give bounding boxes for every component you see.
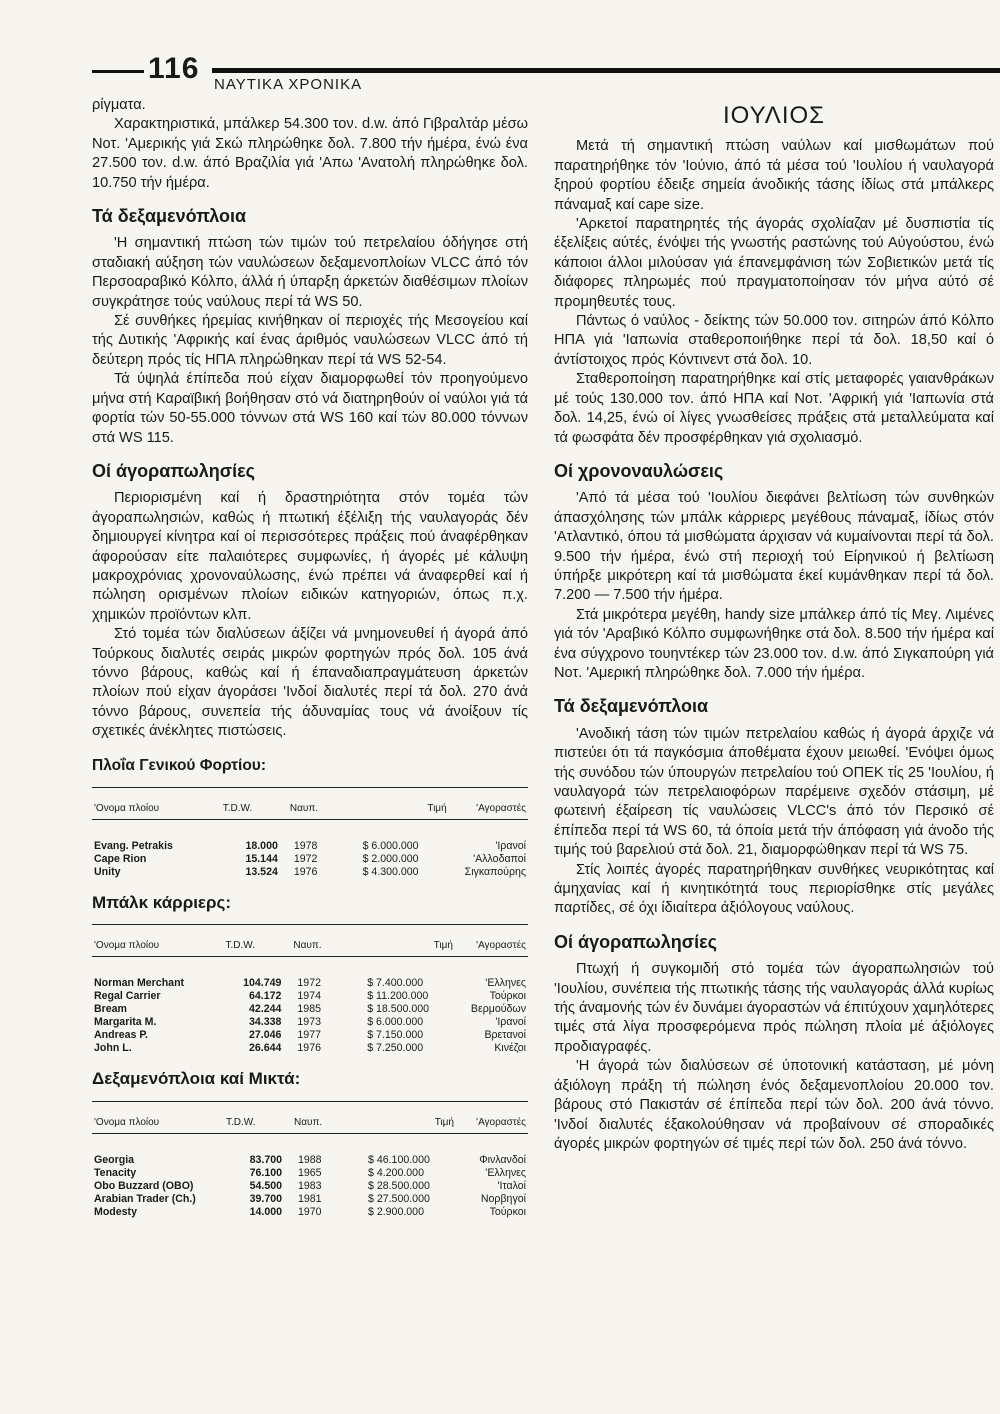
cell-name: Regal Carrier xyxy=(94,990,161,1003)
heading-time-charters: Οί χρονοναυλώσεις xyxy=(554,460,724,481)
table-row xyxy=(92,820,528,854)
cell-tdw: 83.700 xyxy=(249,1153,282,1166)
tankers-right-paragraph-2: Στίς λοιπές άγορές παρατηρήθηκαν συνθήκες νευρικότητας καί άμηχανίας καί ή κινητικότητά τους περιορίσθηκε στίς μεγάλες παρτίδες, σέ όχι ίδιαίτερα άξιόλογους ναύλους. xyxy=(554,861,994,917)
col-tdw: T.D.W. xyxy=(224,1101,292,1133)
table-row xyxy=(92,1180,528,1193)
table-title-bulk: Μπάλκ κάρριερς: xyxy=(92,893,232,912)
intro-paragraph: Χαρακτηριστικά, μπάλκερ 54.300 τον. d.w. άπό Γιβραλτάρ μέσω Νοτ. 'Αμερικής γιά Σκώ πληρώθηκε δολ. 7.800 τήν ήμέρα, ένώ ένα 27.500 τον. d.w. άπό Βραζιλία γιά 'Απω 'Ανατολή πληρώθηκε δολ. 10.750 τήν ήμέρα. xyxy=(92,116,528,191)
table-header-row xyxy=(92,1101,528,1133)
col-tdw: T.D.W. xyxy=(221,788,288,820)
cell-price: $ 7.150.000 xyxy=(367,1029,424,1042)
cell-year: 1983 xyxy=(298,1179,322,1192)
table-row xyxy=(92,1193,528,1206)
month-heading: ΙΟΥΛΙΟΣ xyxy=(723,102,825,129)
col-tdw: T.D.W. xyxy=(224,925,292,957)
cell-price: $ 28.500.000 xyxy=(368,1179,430,1192)
charters-paragraph-1: 'Από τά μέσα τού 'Ιουλίου διεφάνει βελτίωση τών συνθηκών άπασχόλησης τών μπάλκ κάρριερς μεγέθους πάναμαξ, ίδίως στόν 'Ατλαντικό, όπου τά μισθώματα άρχισαν νά κυμαίνονται περί τά δολ. 9.500 τήν ήμέρα, ένώ στή περιοχή τού Είρηνικού ή βελτίωση ύπήρξε μικρότερη καί τά μισθώματα έκεί κυμάνθηκαν περί τά δολ. 7.200 — 7.500 τήν ήμέρα. xyxy=(554,490,994,604)
cell-tdw: 76.100 xyxy=(249,1166,282,1179)
cell-buyer: 'Αλλοδαποί xyxy=(473,853,526,865)
right-column xyxy=(554,96,994,1154)
table-row xyxy=(92,1206,528,1219)
cell-tdw: 18.000 xyxy=(245,840,278,852)
general-cargo-table xyxy=(92,787,528,879)
cell-year: 1973 xyxy=(297,1016,321,1029)
cell-buyer: Βρετανοί xyxy=(484,1029,526,1042)
cell-tdw: 15.144 xyxy=(245,853,278,865)
col-price: Τιμή xyxy=(353,788,463,820)
cell-tdw: 64.172 xyxy=(249,990,282,1003)
cell-name: Bream xyxy=(94,1003,127,1016)
col-name: 'Ονομα πλοίου xyxy=(92,925,224,957)
cell-buyer: Τούρκοι xyxy=(489,1205,526,1218)
cell-name: Georgia xyxy=(94,1153,135,1166)
sales-paragraph-1: Περιορισμένη καί ή δραστηριότητα στόν τομέα τών άγοραπωλησιών, καθώς ή πτωτική έξέλιξη τής ναυλαγοράς δέν δημιουργεί κίνητρα καί οί περισσότερες πράξεις πού άναφέρθηκαν άφορούσαν είτε παλαιότερες συμφωνίες, ή άγορές μέ κάλυψη μακροχρόνιας χρονοναύλωσης, ένώ πρέπει νά άναφερθεί καί ή πώληση ορισμένων πλοίων ειδικών κατηγοριών, όπως π.χ. χημικών προϊόντων κλπ. xyxy=(92,490,528,623)
cell-name: Margarita M. xyxy=(94,1016,157,1029)
cell-buyer: 'Ιρανοί xyxy=(495,840,526,852)
cell-year: 1988 xyxy=(298,1153,322,1166)
month-paragraph-1: Μετά τή σημαντική πτώση ναύλων καί μισθωμάτων πού παρατηρήθηκε τόν 'Ιούνιο, άπό τά μέσα τού 'Ιουλίου ή ναυλαγορά ξηρού φορτίου έδειξε σημεία άνοδικής τάσης ίδίως στά μπάλκερς πάναμαξ καί cape size. xyxy=(554,138,994,213)
cell-name: Norman Merchant xyxy=(94,977,185,990)
cell-year: 1981 xyxy=(298,1192,322,1205)
heading-tankers-left: Τά δεξαμενόπλοια xyxy=(92,206,247,227)
cell-price: $ 46.100.000 xyxy=(368,1153,430,1166)
cell-price: $ 27.500.000 xyxy=(368,1192,430,1205)
col-price: Τιμή xyxy=(357,925,469,957)
cell-year: 1965 xyxy=(298,1166,322,1179)
col-name: 'Ονομα πλοίου xyxy=(92,788,221,820)
cell-price: $ 4.300.000 xyxy=(362,866,419,878)
heading-tankers-right: Τά δεξαμενόπλοια xyxy=(554,696,709,717)
col-name: 'Ονομα πλοίου xyxy=(92,1101,224,1133)
cell-year: 1977 xyxy=(297,1029,321,1042)
sales-right-paragraph-2: 'Η άγορά τών διαλύσεων σέ ύποτονική κατάσταση, μέ μόνη άξιόλογη πράξη τή πώληση ένός δεξαμενοπλοίου 20.000 τον. βάρους στό Πακιστάν σέ έπίπεδα περί τών δολ. 200 άνά τόννο. 'Ινδοί διαλυτές έξακολούθησαν νά προβαίνουν σέ σποραδικές άγορές μικρών φορτηγών σέ τιμές περί τών δολ. 250 άνά τόννο. xyxy=(554,1058,994,1152)
table-row xyxy=(92,853,528,866)
table-row xyxy=(92,1167,528,1180)
cell-buyer: 'Ελληνες xyxy=(485,977,526,990)
cell-price: $ 2.900.000 xyxy=(368,1205,424,1218)
sales-paragraph-2: Στό τομέα τών διαλύσεων άξίζει νά μνημονευθεί ή άγορά άπό Τούρκους διαλυτές σειράς μικρών φορτηγών πρός δολ. 105 άνά τόννο βάρους, καθώς καί ή έπαναδιαπραγμάτευση άρκετών πλοίων πού είχαν άγοράσει 'Ινδοί διαλυτές περί τά δολ. 270 άνά τόννο βάρους, συνεπεία τής άδυναμίας τους νά άνοίξουν τίς σχετικές άνέκλητες πιστώσεις. xyxy=(92,626,528,740)
magazine-title: ΝΑΥΤΙΚΑ ΧΡΟΝΙΚΑ xyxy=(214,76,363,93)
bulk-carriers-table xyxy=(92,924,528,1055)
cell-price: $ 7.250.000 xyxy=(367,1042,424,1055)
heading-sales-right: Οί άγοραπωλησίες xyxy=(554,931,717,952)
cell-tdw: 13.524 xyxy=(245,866,278,878)
cell-year: 1978 xyxy=(293,840,318,852)
heading-sales-left: Οί άγοραπωλησίες xyxy=(92,460,255,481)
col-buyer: 'Αγοραστές xyxy=(470,1101,528,1133)
month-paragraph-3: Πάντως ό ναύλος - δείκτης τών 50.000 τον. σιτηρών άπό Κόλπο ΗΠΑ γιά 'Ιαπωνία σταθεροποιήθηκε περί τά δολ. 18,50 καί ό άντίστοιχος πρός Κόντινεντ στά δολ. 10. xyxy=(554,313,994,368)
month-paragraph-4: Σταθεροποίηση παρατηρήθηκε καί στίς μεταφορές γαιανθράκων μέ τούς 130.000 τον. άπό ΗΠΑ καί Νοτ. 'Αφρική γιά 'Ιαπωνία στά δολ. 14,25, ένώ οί λίγες γνωσθείσες πράξεις στά μεταλλεύματα καί τά φωσφάτα δέν προσφέρθηκαν γιά σχολιασμό. xyxy=(554,371,994,446)
cell-name: Evang. Petrakis xyxy=(94,840,173,852)
cell-name: Arabian Trader (Ch.) xyxy=(94,1192,196,1205)
cell-buyer: 'Ιρανοί xyxy=(495,1016,526,1029)
cell-name: Unity xyxy=(94,866,121,878)
cell-name: Modesty xyxy=(94,1205,137,1218)
table-row xyxy=(92,957,528,991)
cell-price: $ 7.400.000 xyxy=(367,977,424,990)
cell-year: 1972 xyxy=(297,977,321,990)
col-year: Ναυπ. xyxy=(288,788,353,820)
cell-tdw: 104.749 xyxy=(243,977,282,990)
header-rule-right xyxy=(212,68,1000,73)
table-row xyxy=(92,1042,528,1055)
intro-fragment: ρίγματα. xyxy=(92,97,146,113)
table-title-tankers: Δεξαμενόπλοια καί Μικτά: xyxy=(92,1069,301,1089)
table-row xyxy=(92,866,528,879)
cell-price: $ 18.500.000 xyxy=(367,1003,430,1016)
table-row xyxy=(92,1003,528,1016)
table-row xyxy=(92,1133,528,1167)
table-row xyxy=(92,990,528,1003)
page-number: 116 xyxy=(148,52,200,85)
cell-tdw: 26.644 xyxy=(249,1042,282,1055)
cell-tdw: 42.244 xyxy=(249,1003,282,1016)
cell-year: 1976 xyxy=(293,866,318,878)
left-column xyxy=(92,96,528,1227)
col-year: Ναυπ. xyxy=(291,925,357,957)
table-header-row xyxy=(92,925,528,957)
header-rule-left xyxy=(92,70,144,73)
col-year: Ναυπ. xyxy=(292,1101,358,1133)
cell-buyer: Νορβηγοί xyxy=(480,1192,526,1205)
tankers-paragraph-2: Σέ συνθήκες ήρεμίας κινήθηκαν οί περιοχές τής Μεσογείου καί τής Δυτικής 'Αφρικής καί ένας άριθμός ναυλώσεων VLCC άπό τή δεύτερη πρός τίς ΗΠΑ πληρώθηκαν περί τά WS 52-54. xyxy=(92,313,528,368)
cell-year: 1970 xyxy=(298,1205,322,1218)
cell-price: $ 4.200.000 xyxy=(368,1166,424,1179)
tankers-right-paragraph-1: 'Ανοδική τάση τών τιμών πετρελαίου καθώς ή άγορά άρχιζε νά πιστεύει ότι τά παγκόσμια άποθέματα έχουν μειωθεί. 'Ενόψει όμως τής συνόδου τών ύπουργών πετρελαίου τού ΟΠΕΚ τίς 25 'Ιουλίου, ή ναυλαγορά τών πετρελαιοφόρων παρέμεινε σχεδόν στάσιμη, μέ φωτεινή έξαίρεση τίς ναυλώσεις VLCC's άπό τόν Περσικό σέ έπίπεδα περί τά WS 60, τά όποία μετά τήν άπόφαση γιά άνοδο τής τιμής τού βαρελιού στά δολ. 21, διαμορφώθηκαν περί τά WS 75. xyxy=(554,725,994,859)
tankers-table xyxy=(92,1101,528,1219)
tankers-paragraph-3: Τά ύψηλά έπίπεδα πού είχαν διαμορφωθεί τόν προηγούμενο μήνα στή Καραϊβική βοήθησαν στό νά διατηρηθούν οί ναύλοι γιά τά φορτία τών 50-55.000 τόννων στά WS 160 καί τών 80.000 τόννων στά WS 115. xyxy=(92,371,528,446)
cell-year: 1974 xyxy=(297,990,321,1003)
cell-price: $ 6.000.000 xyxy=(362,840,419,852)
page-header xyxy=(0,48,1000,98)
cell-name: Cape Rion xyxy=(94,853,147,865)
cell-tdw: 39.700 xyxy=(249,1192,282,1205)
cell-buyer: Τούρκοι xyxy=(489,990,526,1003)
cell-name: Tenacity xyxy=(94,1166,137,1179)
cell-buyer: Κινέζοι xyxy=(494,1042,526,1055)
month-paragraph-2: 'Αρκετοί παρατηρητές τής άγοράς σχολίαζαν μέ δυσπιστία τίς έξελίξεις αύτές, ένόψει τής γνωστής ραστώνης τού Αύγούστου, ένώ κάποιοι άλλοι μιλούσαν γιά έπανεμφάνιση τών Σοβιετικών μετά τίς διάφορες πληρωμές πού πραγματοποίησαν τόν μήνα αύτό σέ προμηθευτές τους. xyxy=(554,216,994,310)
cell-buyer: Φινλανδοί xyxy=(479,1153,526,1166)
cell-name: Obo Buzzard (OBO) xyxy=(94,1179,194,1192)
cell-year: 1985 xyxy=(297,1003,321,1016)
col-price: Τιμή xyxy=(358,1101,470,1133)
cell-year: 1972 xyxy=(293,853,318,865)
cell-name: Andreas P. xyxy=(94,1029,148,1042)
table-title-general: Πλοΐα Γενικού Φορτίου: xyxy=(92,756,266,774)
tankers-paragraph-1: 'Η σημαντική πτώση τών τιμών τού πετρελαίου όδήγησε στή σταδιακή αύξηση τών ναυλώσεων δεξαμενοπλοίων VLCC άπό τόν Περσοαραβικό Κόλπο, άλλά ή ύπαρξη άρκετών διαθέσιμων πλοίων συγκράτησε τούς ναύλους περί τά WS 50. xyxy=(92,235,528,310)
cell-buyer: 'Ιταλοί xyxy=(497,1179,526,1192)
table-row xyxy=(92,1029,528,1042)
table-row xyxy=(92,1016,528,1029)
cell-price: $ 2.000.000 xyxy=(362,853,419,865)
cell-year: 1976 xyxy=(297,1042,321,1055)
cell-tdw: 27.046 xyxy=(249,1029,282,1042)
sales-right-paragraph-1: Πτωχή ή συγκομιδή στό τομέα τών άγοραπωλησιών τού 'Ιουλίου, συνέπεια τής πτωτικής τάσης τής ναυλαγοράς άλλά κυρίως τής άναμονής τών έν δυνάμει άγοραστών νά έπιτύχουν χαμηλότερες τιμές στά λίγα προσφερόμενα πρός πώληση πλοία μέ άξιόλογες προδιαγραφές. xyxy=(554,961,994,1055)
charters-paragraph-2: Στά μικρότερα μεγέθη, handy size μπάλκερ άπό τίς Μεγ. Λιμένες γιά τόν 'Αραβικό Κόλπο συμφωνήθηκε στά δολ. 8.500 τήν ήμέρα καί ένα σύγχρονο τουηντέκερ τών 23.000 τον. d.w. άπό Σιγκαπούρη γιά Νοτ. 'Αμερική πληρώθηκε δολ. 7.000 τήν ήμέρα. xyxy=(554,606,994,681)
cell-tdw: 14.000 xyxy=(249,1205,282,1218)
cell-price: $ 6.000.000 xyxy=(367,1016,424,1029)
cell-tdw: 34.338 xyxy=(249,1016,282,1029)
table-header-row xyxy=(92,788,528,820)
cell-buyer: Βερμούδων xyxy=(470,1003,526,1016)
cell-buyer: 'Ελληνες xyxy=(485,1166,526,1179)
col-buyer: 'Αγοραστές xyxy=(463,788,528,820)
cell-buyer: Σιγκαπούρης xyxy=(464,866,526,878)
cell-price: $ 11.200.000 xyxy=(367,990,429,1003)
cell-name: John L. xyxy=(94,1042,132,1055)
cell-tdw: 54.500 xyxy=(249,1179,282,1192)
col-buyer: 'Αγοραστές xyxy=(469,925,528,957)
